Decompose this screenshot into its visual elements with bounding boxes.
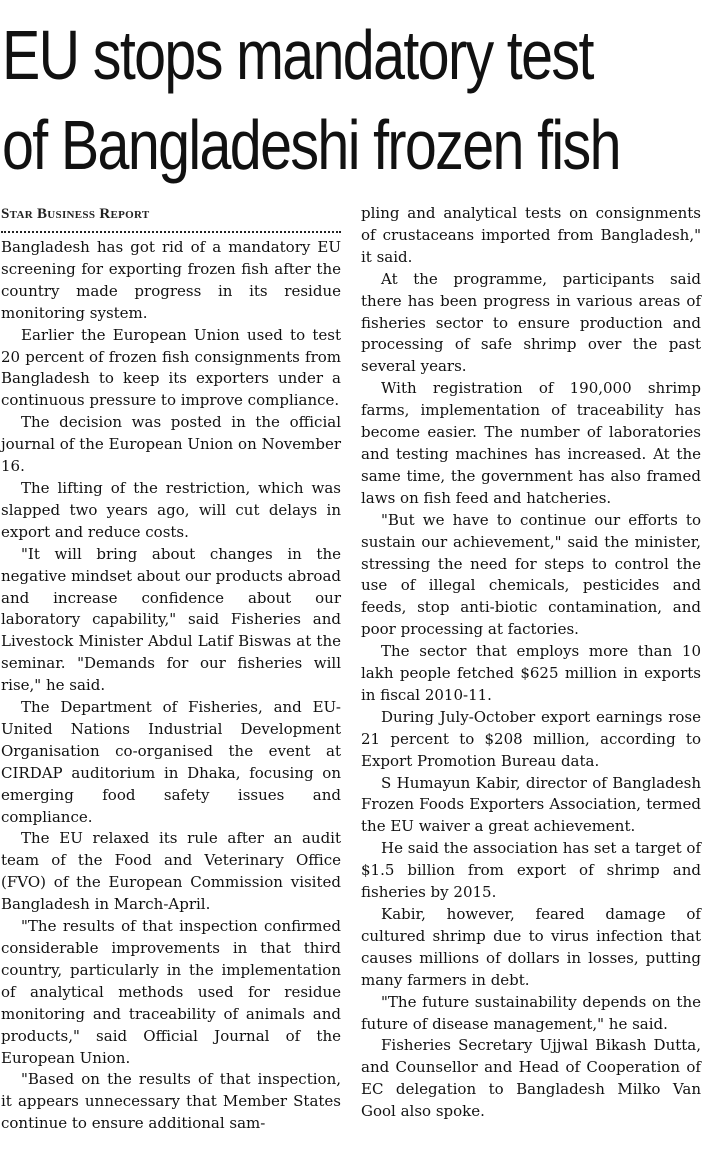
paragraph: The decision was posted in the official journal of the European Union on November 16. (1, 413, 341, 476)
paragraph: "Based on the results of that inspection, it appears unnecessary that Member States continue to ensure additional sam- (1, 1070, 341, 1133)
byline: Star Business Report (1, 206, 150, 222)
paragraph: "The results of that inspection confirmed considerable improvements in that third country, particularly in the implementation of analytical methods used for residue monitoring and traceability of animals and products," said Official Journal of the European Union. (1, 917, 341, 1067)
paragraph: Fisheries Secretary Ujjwal Bikash Dutta, and Counsellor and Head of Cooperation of EC delegation to Bangladesh Milko Van Gool also spoke. (361, 1036, 701, 1121)
headline-line-2: of Bangladeshi frozen fish (2, 106, 620, 184)
paragraph: pling and analytical tests on consignments of crustaceans imported from Bangladesh," it said. (361, 204, 701, 266)
paragraph: The sector that employs more than 10 lakh people fetched $625 million in exports in fiscal 2010-11. (361, 642, 701, 704)
paragraph: "It will bring about changes in the negative mindset about our products abroad and increase confidence about our laboratory capability," said Fisheries and Livestock Minister Abdul Latif Biswas at the seminar. "Demands for our fisheries will rise," he said. (1, 544, 341, 695)
paragraph: Earlier the European Union used to test 20 percent of frozen fish consignments from Bangladesh to keep its exporters under a continuous pressure to improve compliance. (1, 325, 341, 410)
headline (2, 10, 620, 190)
paragraph: Bangladesh has got rid of a mandatory EU screening for exporting frozen fish after the country made progress in its residue monitoring system. (1, 238, 341, 322)
paragraph: With registration of 190,000 shrimp farms, implementation of traceability has become easier. The number of laboratories and testing machines has increased. At the same time, the government has also framed laws on fish feed and hatcheries. (361, 379, 701, 507)
article-column-left (1, 203, 341, 1135)
paragraph: The lifting of the restriction, which was slapped two years ago, will cut delays in export and reduce costs. (1, 478, 341, 541)
paragraph: During July-October export earnings rose 21 percent to $208 million, according to Export Promotion Bureau data. (361, 707, 701, 770)
byline-dotted-rule (1, 231, 341, 233)
paragraph: "But we have to continue our efforts to sustain our achievement," said the minister, stressing the need for steps to control the use of illegal chemicals, pesticides and feeds, stop anti-biotic contamination, and poor processing at factories. (361, 510, 701, 639)
paragraph: "The future sustainability depends on the future of disease management," he said. (361, 992, 701, 1033)
paragraph: S Humayun Kabir, director of Bangladesh Frozen Foods Exporters Association, termed the EU waiver a great achievement. (361, 773, 701, 836)
article-column-right (361, 203, 701, 1123)
headline-line-1: EU stops mandatory test (2, 16, 593, 94)
paragraph: He said the association has set a target of $1.5 billion from export of shrimp and fisheries by 2015. (361, 839, 701, 902)
paragraph: At the programme, participants said there has been progress in various areas of fisheries sector to ensure production and processing of safe shrimp over the past several years. (361, 269, 701, 376)
paragraph: The EU relaxed its rule after an audit team of the Food and Veterinary Office (FVO) of the European Commission visited Bangladesh in March-April. (1, 829, 341, 914)
paragraph: Kabir, however, feared damage of cultured shrimp due to virus infection that causes millions of dollars in losses, putting many farmers in debt. (361, 905, 701, 989)
paragraph: The Department of Fisheries, and EU-United Nations Industrial Development Organisation co-organised the event at CIRDAP auditorium in Dhaka, focusing on emerging food safety issues and compliance. (1, 698, 341, 826)
